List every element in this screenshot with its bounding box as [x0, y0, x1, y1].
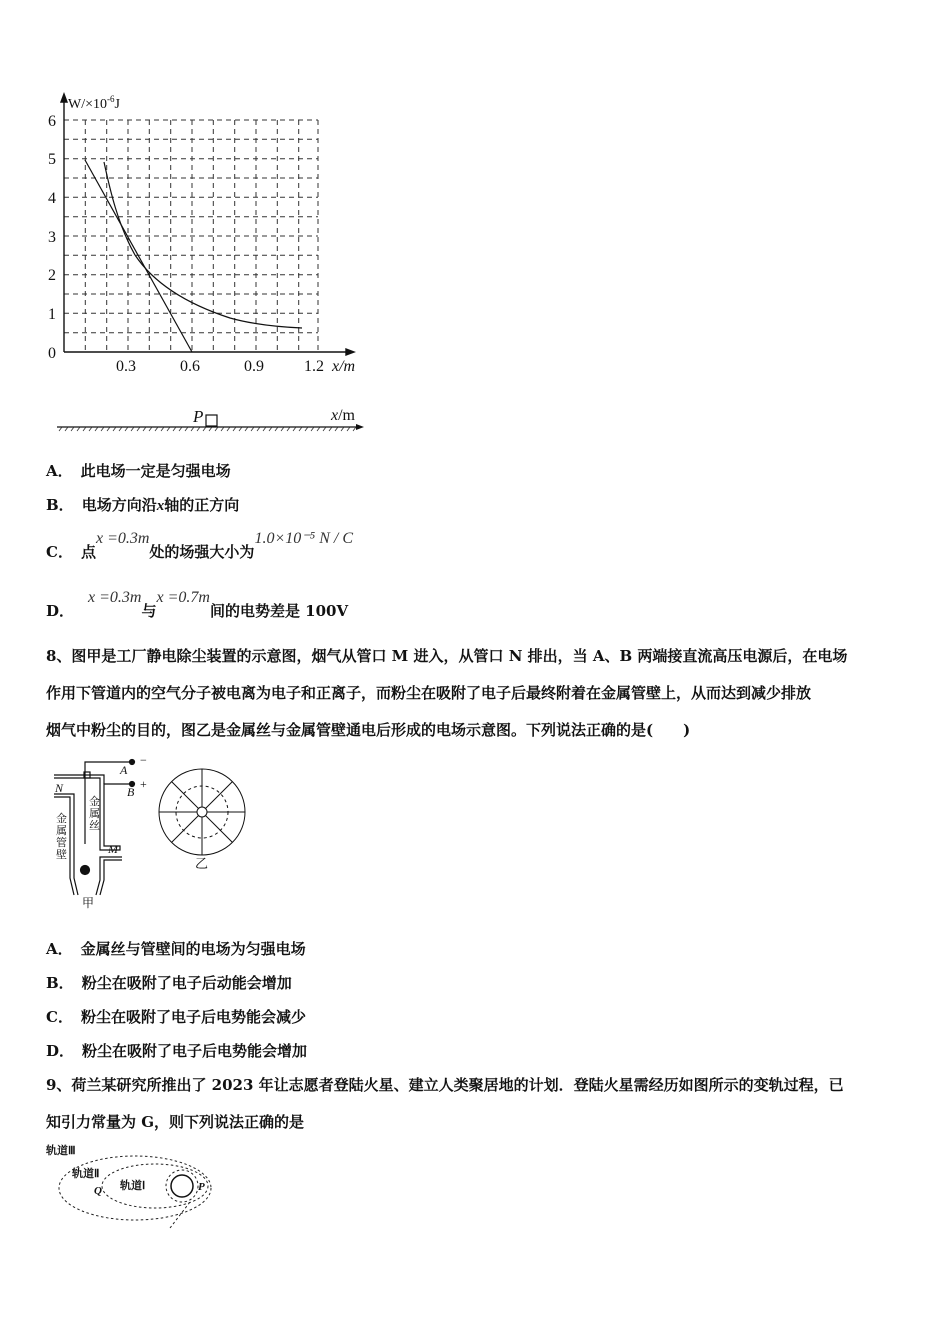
svg-text:金: 金	[56, 813, 67, 825]
svg-text:壁: 壁	[56, 849, 67, 861]
q8-stem: 8、图甲是工厂静电除尘装置的示意图，烟气从管口 M 进入，从管口 N 排出，当 A、B 两端接直流高压电源后，在电场 作用下管道内的空气分子被电离为电子和正离子，而粉尘在吸附了电子后最终附着在金属管壁上，从而达到减少排放 烟气中粉尘的目的，图乙是金属丝与金属管壁通电后形成的电场示意图。下列说法正确的是( )	[46, 647, 848, 739]
x-axis-label: x/m	[332, 358, 356, 375]
svg-text:属: 属	[56, 825, 67, 837]
q7-option-a: A． 此电场一定是匀强电场	[46, 462, 231, 480]
svg-text:金: 金	[89, 796, 100, 808]
tangent-line	[85, 160, 192, 352]
q8-option-c: C． 粉尘在吸附了电子后电势能会减少	[46, 1008, 306, 1026]
svg-text:甲: 甲	[82, 896, 95, 910]
svg-text:0.6: 0.6	[180, 358, 200, 375]
svg-text:4: 4	[48, 190, 56, 207]
svg-text:+: +	[140, 777, 147, 791]
svg-text:0.3: 0.3	[116, 358, 136, 375]
track-axis-label: x/m	[331, 407, 355, 424]
y-axis-label: $W/\times 10^{-6}J$	[68, 94, 120, 112]
svg-text:5: 5	[48, 151, 56, 168]
math-x-0-3: x =0.3m	[88, 589, 142, 606]
svg-text:N: N	[55, 781, 64, 795]
svg-text:1: 1	[48, 306, 56, 323]
track-diagram	[55, 400, 375, 438]
q9-stem: 9、荷兰某研究所推出了 2023 年让志愿者登陆火星、建立人类聚居地的计划．登陆火星需经历如图所示的变轨过程，已 知引力常量为 G，则下列说法正确的是	[46, 1076, 844, 1131]
svg-text:P: P	[198, 1181, 205, 1193]
svg-text:B: B	[127, 785, 135, 799]
svg-text:−: −	[140, 753, 147, 767]
math-x-0-7: x =0.7m	[156, 589, 210, 606]
svg-text:0.9: 0.9	[244, 358, 264, 375]
q7-option-c: C． 点x =0.3m处的场强大小为1.0×10⁻⁵ N / C	[46, 530, 354, 561]
svg-text:管: 管	[56, 837, 67, 849]
block-p	[206, 415, 217, 426]
svg-text:A: A	[120, 763, 128, 777]
chart-grid	[64, 120, 318, 352]
svg-text:Q: Q	[94, 1185, 102, 1197]
math-field-strength: 1.0×10⁻⁵ N / C	[254, 530, 354, 547]
orbit-transfer-figure	[40, 1140, 230, 1230]
chart-curves	[85, 160, 302, 352]
svg-text:0: 0	[48, 345, 56, 362]
q8-option-b: B． 粉尘在吸附了电子后动能会增加	[46, 974, 292, 992]
math-x-0-3: x =0.3m	[95, 530, 150, 547]
svg-text:2: 2	[48, 267, 56, 284]
svg-text:轨道Ⅱ: 轨道Ⅱ	[72, 1168, 100, 1180]
svg-text:属: 属	[89, 808, 100, 820]
svg-text:轨道Ⅲ: 轨道Ⅲ	[46, 1145, 76, 1157]
svg-text:丝: 丝	[89, 820, 100, 832]
q8-option-a: A． 金属丝与管壁间的电场为匀强电场	[46, 940, 306, 958]
svg-text:M: M	[108, 842, 118, 856]
chart-axes	[61, 94, 354, 355]
q7-option-b: B． 电场方向沿x轴的正方向	[46, 496, 240, 514]
w-x-chart	[40, 90, 380, 380]
svg-text:6: 6	[48, 113, 56, 130]
svg-text:1.2: 1.2	[304, 358, 324, 375]
svg-text:轨道Ⅰ: 轨道Ⅰ	[120, 1180, 146, 1192]
electrostatic-precipitator-figure	[40, 750, 260, 920]
point-p-label: P	[193, 407, 204, 426]
w-x-curve	[104, 162, 302, 328]
svg-text:乙: 乙	[195, 856, 209, 871]
q8-option-d: D． 粉尘在吸附了电子后电势能会增加	[46, 1042, 308, 1060]
svg-text:3: 3	[48, 229, 56, 246]
q7-option-d: D．x =0.3m与x =0.7m间的电势差是 100V	[46, 589, 349, 620]
